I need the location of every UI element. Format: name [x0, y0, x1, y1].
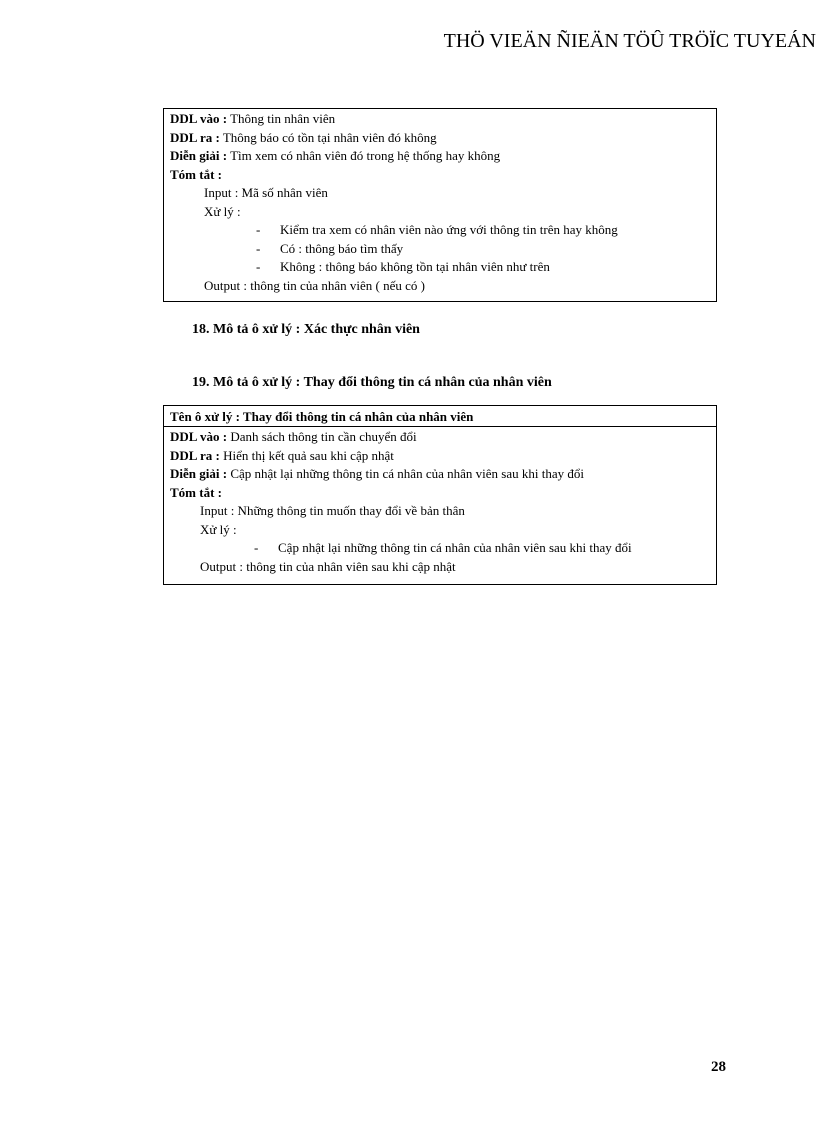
tom-tat-row [170, 166, 716, 185]
dien-giai-value: Tìm xem có nhân viên đó trong hệ thống hay không [227, 148, 501, 163]
tom-tat-label: Tóm tắt : [170, 484, 222, 500]
ddl-ra-row [170, 129, 716, 148]
dien-giai-row [170, 147, 716, 166]
bullet-text: Cập nhật lại những thông tin cá nhân của nhân viên sau khi thay đổi [278, 540, 632, 555]
output-line: Output : thông tin của nhân viên ( nếu có ) [204, 277, 425, 293]
output-line: Output : thông tin của nhân viên sau khi cập nhật [200, 558, 456, 574]
ddl-vao-label: DDL vào : [170, 429, 228, 444]
dien-giai-row [170, 465, 716, 484]
process-spec-box-2 [163, 405, 717, 585]
list-item [170, 240, 716, 259]
ddl-ra-label: DDL ra : [170, 447, 220, 463]
bullet-dash: - [256, 259, 261, 274]
ddl-vao-row [170, 110, 716, 129]
ddl-vao-label: DDL vào : [170, 111, 228, 126]
page-header: THÖ VIEÄN ÑIEÄN TÖÛ TRÖÏC TUYEÁN [443, 30, 816, 52]
ddl-vao-value: Danh sách thông tin cần chuyển đổi [227, 429, 417, 444]
list-item [170, 221, 716, 240]
xu-ly-line: Xử lý : [204, 203, 241, 219]
section-18-heading: 18. Mô tả ô xử lý : Xác thực nhân viên [192, 322, 420, 337]
tom-tat-label: Tóm tắt : [170, 166, 222, 182]
ddl-vao-row [170, 428, 716, 447]
dien-giai-label: Diễn giải : [170, 148, 228, 163]
dien-giai-label: Diễn giải : [170, 466, 228, 481]
bullet-dash: - [256, 240, 261, 256]
process-spec-box-1 [163, 108, 717, 302]
bullet-dash: - [254, 540, 259, 555]
input-line: Input : Những thông tin muốn thay đổi về bản thân [200, 503, 465, 518]
list-item [170, 258, 716, 277]
ddl-ra-row [170, 447, 716, 466]
dien-giai-value: Cập nhật lại những thông tin cá nhân của nhân viên sau khi thay đổi [227, 466, 584, 481]
bullet-text: Kiểm tra xem có nhân viên nào ứng với thông tin trên hay không [280, 222, 618, 237]
ddl-ra-value: Hiển thị kết quả sau khi cập nhật [219, 447, 394, 463]
bullet-dash: - [256, 222, 261, 237]
bullet-text: Có : thông báo tìm thấy [280, 240, 404, 256]
ddl-ra-value: Thông báo có tồn tại nhân viên đó không [219, 129, 437, 145]
xu-ly-line: Xử lý : [200, 521, 237, 537]
process-name: Tên ô xử lý : Thay đổi thông tin cá nhân của nhân viên [170, 409, 474, 424]
page-number: 28 [711, 1059, 726, 1075]
ddl-vao-value: Thông tin nhân viên [227, 111, 336, 126]
ddl-ra-label: DDL ra : [170, 129, 220, 145]
list-item [170, 539, 716, 558]
input-line: Input : Mã số nhân viên [204, 185, 328, 200]
process-spec-content [164, 427, 716, 576]
tom-tat-row [170, 484, 716, 503]
bullet-text: Không : thông báo không tồn tại nhân viên như trên [280, 259, 550, 274]
process-name-row [164, 406, 716, 427]
section-19-heading: 19. Mô tả ô xử lý : Thay đổi thông tin cá nhân của nhân viên [192, 375, 552, 390]
